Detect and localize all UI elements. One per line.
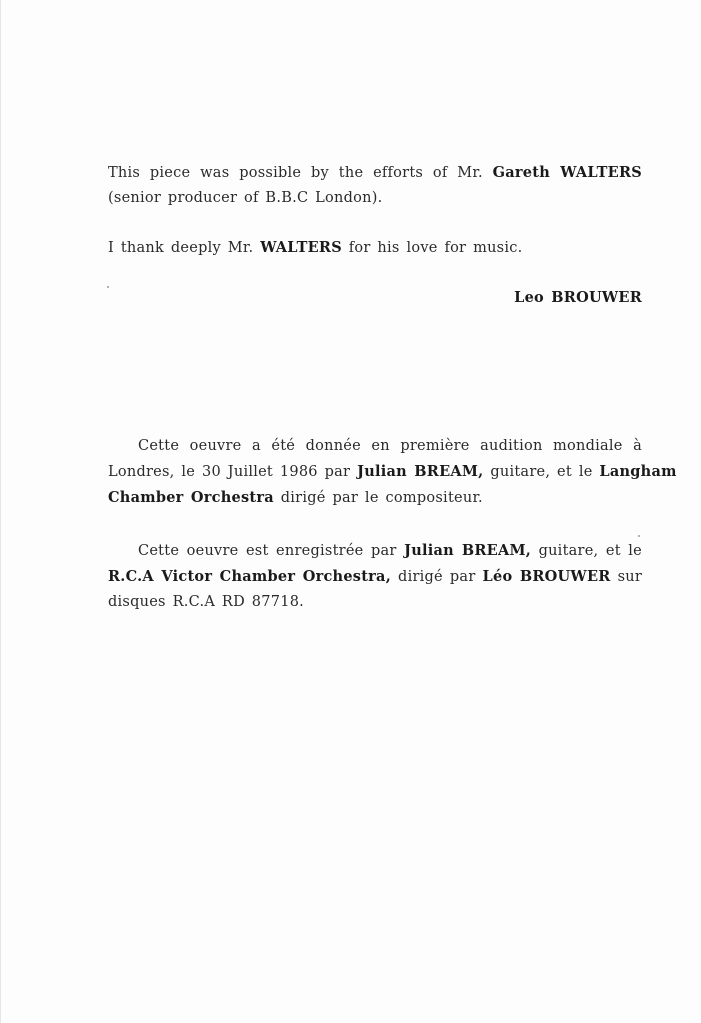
recording-on-text: sur <box>617 569 643 585</box>
recording-line-2 <box>108 564 642 590</box>
recording-conductor-name: Léo BROUWER <box>482 568 611 585</box>
recording-orchestra-name: R.C.A Victor Chamber Orchestra, <box>108 568 392 585</box>
thanks-text-start: I thank deeply Mr. <box>108 240 254 256</box>
premiere-date-text: Londres, le 30 Juillet 1986 par <box>108 464 351 480</box>
dedication-text: This piece was possible by the efforts of Mr. <box>108 165 483 181</box>
orchestra-name-part-2: Chamber Orchestra <box>108 489 274 506</box>
premiere-paragraph <box>108 434 677 511</box>
thanks-text-end: for his love for music. <box>348 240 523 256</box>
recording-text: Cette oeuvre est enregistrée par <box>138 543 397 559</box>
composer-signature <box>108 285 642 310</box>
dedication-line-2: (senior producer of B.B.C London). <box>108 190 383 206</box>
recording-line-3: disques R.C.A RD 87718. <box>108 594 305 610</box>
recording-line-1 <box>108 538 642 564</box>
dedication-line-1 <box>108 160 642 186</box>
premiere-instrument-text: guitare, et le <box>490 464 593 480</box>
recording-instrument-text: guitare, et le <box>538 543 642 559</box>
thanks-paragraph <box>108 235 642 261</box>
premiere-line-3 <box>108 485 642 511</box>
thanks-line <box>108 235 642 261</box>
guitarist-name: Julian BREAM, <box>357 463 484 480</box>
orchestra-name-part-1: Langham <box>599 463 677 480</box>
scan-speck <box>638 535 640 537</box>
scan-speck <box>107 286 109 288</box>
thanks-name: WALTERS <box>260 239 342 256</box>
recording-guitarist-name: Julian BREAM, <box>404 542 532 559</box>
producer-name: Gareth WALTERS <box>492 164 642 181</box>
premiere-line-1: Cette oeuvre a été donnée en première audition mondiale à <box>138 438 642 454</box>
recording-paragraph <box>108 538 642 615</box>
dedication-paragraph <box>108 160 642 211</box>
premiere-conductor-text: dirigé par le compositeur. <box>280 490 483 506</box>
recording-directed-text: dirigé par <box>398 569 476 585</box>
premiere-line-2 <box>108 459 677 485</box>
signature-text: Leo BROUWER <box>514 289 642 306</box>
